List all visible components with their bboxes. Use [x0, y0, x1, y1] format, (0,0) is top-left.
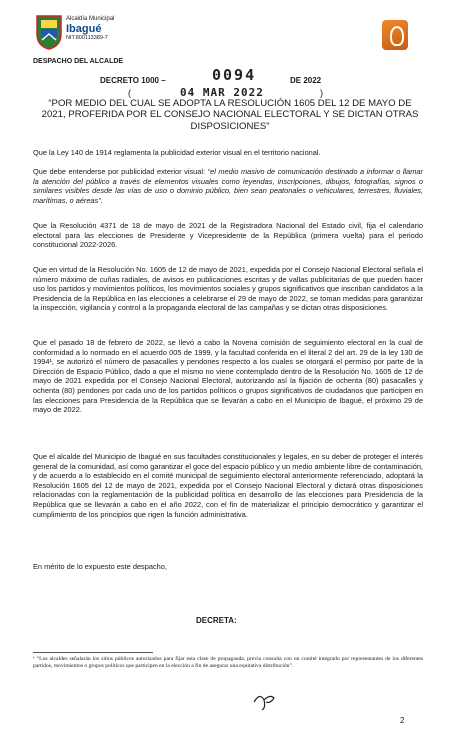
decreta-heading: DECRETA: — [196, 616, 237, 625]
institutional-logo-icon — [382, 20, 408, 50]
city-name: Ibagué — [66, 23, 102, 35]
date-stamp: 04 MAR 2022 — [180, 86, 264, 99]
paren-open: ( — [128, 88, 131, 98]
paragraph-1: Que la Ley 140 de 1914 reglamenta la publicidad exterior visual en el territorio nacional. — [33, 148, 321, 157]
decree-year: DE 2022 — [290, 76, 322, 85]
decree-number-stamp: 0094 — [212, 66, 257, 84]
paragraph-3: Que la Resolución 4371 de 18 de mayo de 2021 de la Registradora Nacional del Estado civil, fija el calendario electoral para las elecciones de Presidente y Vicepresidente de la República (primera vuelta) para el periodo constitucional 2022-2026. — [33, 221, 423, 250]
paragraph-2 — [33, 167, 423, 205]
paragraph-2-lead: Que debe entenderse por publicidad exterior visual: — [33, 167, 208, 176]
paragraph-2-quote: “el medio masivo de comunicación destinado a informar o llamar la atención del público a través de elementos visuales como leyendas, inscripciones, dibujos, fotografías, signos o similares visibles desde las vías de uso o dominio público, bien sean peatonales o vehiculares, terrestres, fluviales, marítimas, o aéreas”. — [33, 167, 423, 205]
municipal-coat-of-arms-icon — [34, 14, 64, 50]
decree-title: “POR MEDIO DEL CUAL SE ADOPTA LA RESOLUCIÓN 1605 DEL 12 DE MAYO DE 2021, PROFERIDA POR EL CONSEJO NACIONAL ELECTORAL Y SE DICTAN OTRAS DISPOSICIONES” — [41, 98, 419, 132]
paragraph-7: En mérito de lo expuesto este despacho, — [33, 562, 167, 571]
municipality-block — [66, 16, 146, 42]
paragraph-6: Que el alcalde del Municipio de Ibagué en sus facultades constitucionales y legales, en su deber de proteger el interés general de la comunidad, así como garantizar el goce del espacio público y un medio ambiente libre de contaminación, y de acuerdo a lo establecido en el comité municipal de seguimiento electoral anteriormente referenciado, adoptará la Resolución 1605 del 12 de mayo de 2021, expedida por el Consejo Nacional Electoral y dictará otras disposiciones relacionadas con la reglamentación de la publicidad política en desarrollo de las elecciones para Presidencia de la República que se llevarán a cabo en el año 2022, con el fin de materializar el principio democrático y garantizar el cumplimiento de los principios que rigen la función administrativa. — [33, 452, 423, 519]
decree-label: DECRETO 1000 – — [100, 76, 166, 85]
nit-number: NIT.800113389-7 — [66, 35, 108, 41]
footnote: ¹ “Los alcaldes señalarán los sitios públicos autorizados para fijar esta clase de propaganda, previa consulta con un comité integrado por representantes de los diferentes partidos, movimientos o grupos políticos que participen en la elección a fin de asegurar una equitativa distribución”. — [33, 656, 423, 669]
initials-signature-icon — [252, 690, 278, 712]
municipality-line: Alcaldía Municipal — [66, 16, 115, 22]
office-label: DESPACHO DEL ALCALDE — [33, 58, 124, 65]
page-number: 2 — [400, 716, 405, 725]
paragraph-5: Que el pasado 18 de febrero de 2022, se llevó a cabo la Novena comisión de seguimiento electoral en la cual de conformidad a lo normado en el acuerdo 005 de 1999, y la facultad conferida en el literal 2 del art. 29 de la ley 130 de 1994¹, se autorizó el número de pasacalles y pendones respecto a los cuales se otorgará el permiso por parte de la Dirección de Espacio Público, dado a que el mismo no viene contemplado dentro de la Resolución No. 1605 de 12 de mayo de 2021 expedida por el Consejo Nacional Electoral, autorizando así la fijación de ochenta (80) pasacalles y ochenta (80) pendones por cada uno de los partidos políticos o grupos significativos de ciudadanos que participen en las elecciones para Presidencia de la República que se llevarán a cabo en el Municipio de Ibagué, el próximo 29 de mayo de 2022. — [33, 338, 423, 415]
paragraph-4: Que en virtud de la Resolución No. 1605 de 12 de mayo de 2021, expedida por el Consejo Nacional Electoral señala el número máximo de cuñas radiales, de avisos en publicaciones escritas y de vallas publicitarias de que pueden hacer uso los partidos y movimientos políticos, los movimientos sociales y grupos significativos que inscriban candidatos a la Presidencia de la República en las elecciones a celebrarse el 29 de mayo de 2022, se toman medidas para garantizar la inspección, vigilancia y control a la propaganda electoral de las campañas y se dictan otras disposiciones. — [33, 265, 423, 313]
paren-close: ) — [320, 88, 323, 98]
footnote-divider — [33, 652, 153, 653]
